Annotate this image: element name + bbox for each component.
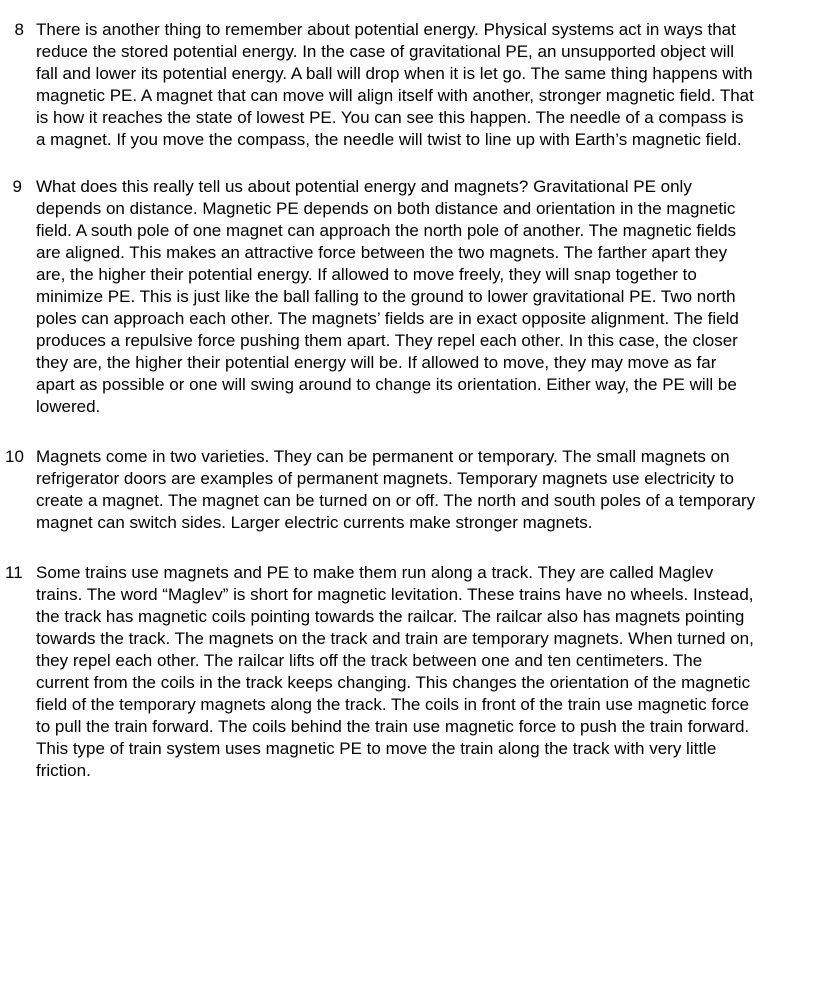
paragraph-number: 11 [5,563,23,582]
paragraph-line: are aligned. This makes an attractive force between the two magnets. The farther apart they [36,243,728,262]
paragraph-line: minimize PE. This is just like the ball falling to the ground to lower gravitational PE. Two north [36,287,736,306]
paragraph-number: 8 [14,20,24,39]
paragraph-line: is how it reaches the state of lowest PE. You can see this happen. The needle of a compass is [36,108,744,127]
paragraph-line: refrigerator doors are examples of permanent magnets. Temporary magnets use electricity to [36,469,734,488]
paragraph-line: This type of train system uses magnetic PE to move the train along the track with very little [36,739,717,758]
paragraph-line: What does this really tell us about potential energy and magnets? Gravitational PE only [36,177,692,196]
paragraph-line: they repel each other. The railcar lifts off the track between one and ten centimeters. The [36,651,703,670]
paragraph-line: field. A south pole of one magnet can approach the north pole of another. The magnetic fields [36,221,737,240]
paragraph-line: Magnets come in two varieties. They can be permanent or temporary. The small magnets on [36,447,730,466]
paragraph-line: magnetic PE. A magnet that can move will align itself with another, stronger magnetic field. That [36,86,754,105]
paragraph-line: fall and lower its potential energy. A ball will drop when it is let go. The same thing happens with [36,64,753,83]
paragraph-line: depends on distance. Magnetic PE depends on both distance and orientation in the magnetic [36,199,736,218]
paragraph-line: field of the temporary magnets along the track. The coils in front of the train use magnetic force [36,695,750,714]
paragraph-line: towards the track. The magnets on the track and train are temporary magnets. When turned on, [36,629,754,648]
paragraph-line: create a magnet. The magnet can be turned on or off. The north and south poles of a temporary [36,491,756,510]
paragraph-line: produces a repulsive force pushing them apart. They repel each other. In this case, the closer [36,331,738,350]
paragraph-line: a magnet. If you move the compass, the needle will twist to line up with Earth’s magnetic field. [36,130,742,149]
paragraph-line: to pull the train forward. The coils behind the train use magnetic force to push the train forward. [36,717,750,736]
paragraph-line: current from the coils in the track keeps changing. This changes the orientation of the magnetic [36,673,751,692]
paragraph-line: are, the higher their potential energy. If allowed to move freely, they will snap together to [36,265,697,284]
paragraph-line: lowered. [36,397,101,416]
paragraph-line: magnet can switch sides. Larger electric currents make stronger magnets. [36,513,593,532]
paragraph-number: 9 [12,177,22,196]
paragraph-line: Some trains use magnets and PE to make them run along a track. They are called Maglev [36,563,714,582]
paragraph-line: reduce the stored potential energy. In the case of gravitational PE, an unsupported object will [36,42,735,61]
paragraph-line: There is another thing to remember about potential energy. Physical systems act in ways that [36,20,736,39]
paragraph-line: apart as possible or one will swing around to change its orientation. Either way, the PE will be [36,375,737,394]
paragraph-line: the track has magnetic coils pointing towards the railcar. The railcar also has magnets pointing [36,607,745,626]
paragraph-line: friction. [36,761,91,780]
paragraph-line: they are, the higher their potential energy will be. If allowed to move, they may move as far [36,353,717,372]
paragraph-number: 10 [5,447,24,466]
paragraph-line: poles can approach each other. The magnets’ fields are in exact opposite alignment. The field [36,309,739,328]
paragraph-line: trains. The word “Maglev” is short for magnetic levitation. These trains have no wheels. Instead, [36,585,754,604]
